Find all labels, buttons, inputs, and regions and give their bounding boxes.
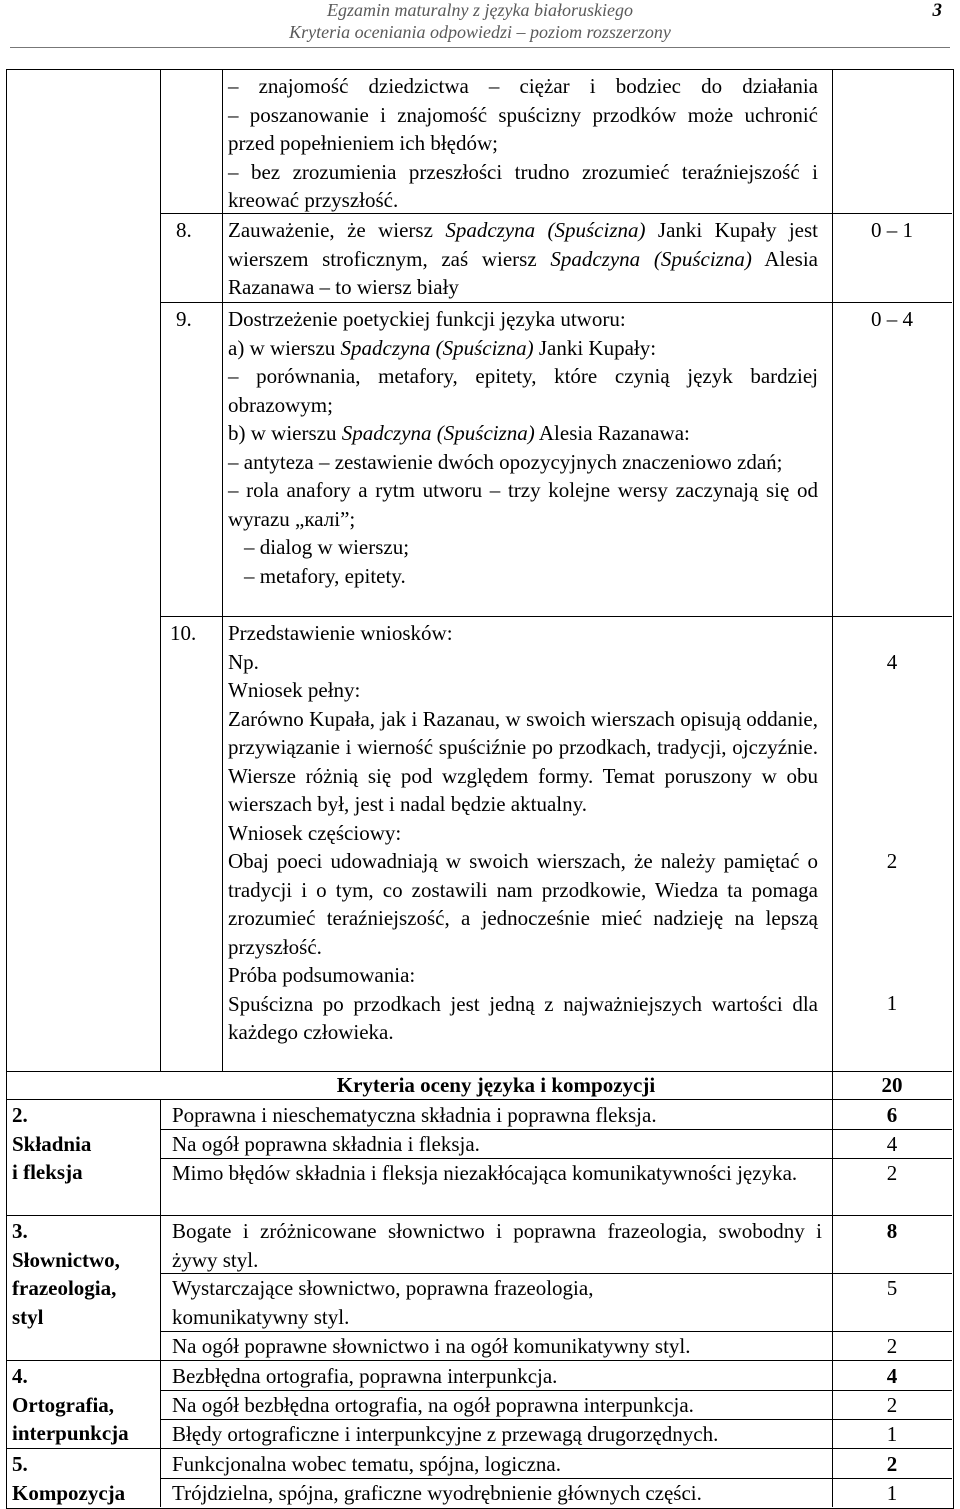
exam-title: Egzamin maturalny z języka białoruskiego: [327, 0, 633, 20]
item-9-score: 0 – 4: [871, 307, 913, 331]
row-score: 1: [886, 1481, 898, 1505]
criteria-total: 20: [881, 1073, 903, 1097]
group-ortografia: 4. Ortografia, interpunkcja: [12, 1364, 129, 1445]
item-9-text: Dostrzeżenie poetyckiej funkcji języka utworu: a) w wierszu Spadczyna (Spuścizna) Janki Kupały: – porównania, metafory, epitety, które czynią język bardziej obrazowym; b) w wierszu Spadczyna (Spuścizna) Alesia Razanawa: – antyteza – zestawienie dwóch opozycyjnych znaczeniowo zdań; – rola anafory a rytm utworu – trzy kolejne wersy zaczynają się od wyrazu „калі”; – dialog w wierszu; – metafory, epitety.: [228, 307, 818, 588]
row-score: 4: [886, 1364, 898, 1388]
row-text: Bezbłędna ortografia, poprawna interpunkcja.: [172, 1364, 558, 1388]
criteria-heading: Kryteria oceny języka i kompozycji: [336, 1073, 656, 1097]
row-text: Mimo błędów składnia i fleksja niezakłócająca komunikatywności języka.: [172, 1161, 798, 1185]
page-number: 3: [932, 0, 942, 21]
row-text: Trójdzielna, spójna, graficzne wyodrębnienie głównych części.: [172, 1481, 702, 1505]
item-8-score: 0 – 1: [871, 218, 913, 242]
group-kompozycja: 5. Kompozycja: [12, 1452, 126, 1505]
row-score: 2: [886, 1334, 898, 1358]
intro-line: – znajomość dziedzictwa – ciężar i bodziec do działania: [228, 74, 818, 98]
row-score: 2: [886, 1393, 898, 1417]
row-score: 6: [886, 1103, 898, 1127]
item-10-text: Przedstawienie wniosków: Np. Wniosek pełny: Zarówno Kupała, jak i Razanau, w swoich wierszach opisują oddanie, przywiązanie i wierność spuściźnie po przodkach, tradycji, ojczyźnie. Wiersze różnią się pod względem formy. Temat poruszony w obu wierszach był, jest i nadal będzie aktualny. Wniosek częściowy: Obaj poeci udowadniają w swoich wierszach, że należy pamiętać o tradycji i o tym, co zostawili nam przodkowie, Wiedza ta pomaga zrozumieć teraźniejszość, a jednocześnie mieć nadzieję na lepszą przyszłość. Próba podsumowania: Spuścizna po przodkach jest jedną z najważniejszych wartości dla każdego człowieka.: [228, 621, 818, 1044]
item-9-number: 9.: [176, 307, 192, 331]
item-8-number: 8.: [176, 218, 192, 242]
item-8-text: Zauważenie, że wiersz Spadczyna (Spuścizna) Janki Kupały jest wierszem stroficznym, zaś wiersz Spadczyna (Spuścizna) Alesia Razanawa – to wiersz biały: [228, 218, 818, 299]
row-score: 8: [886, 1219, 898, 1243]
row-text: Na ogół bezbłędna ortografia, na ogół poprawna interpunkcja.: [172, 1393, 694, 1417]
intro-block: [228, 72, 818, 215]
row-text: Bogate i zróżnicowane słownictwo i poprawna frazeologia, swobodny i żywy styl.: [172, 1219, 822, 1272]
row-score: 4: [886, 1132, 898, 1156]
row-score: 2: [886, 1161, 898, 1185]
row-text: Poprawna i nieschematyczna składnia i poprawna fleksja.: [172, 1103, 657, 1127]
page-header: [0, 0, 960, 48]
row-text: Wystarczające słownictwo, poprawna frazeologia, komunikatywny styl.: [172, 1276, 594, 1329]
row-text: Na ogół poprawna składnia i fleksja.: [172, 1132, 480, 1156]
row-text: Na ogół poprawne słownictwo i na ogół komunikatywny styl.: [172, 1334, 691, 1358]
group-skladnia: 2. Składnia i fleksja: [12, 1103, 92, 1184]
proba-score: 1: [886, 991, 898, 1015]
row-text: Błędy ortograficzne i interpunkcyjne z przewagą drugorzędnych.: [172, 1422, 719, 1446]
row-score: 5: [886, 1276, 898, 1300]
row-score: 2: [886, 1452, 898, 1476]
col-divider-1: [160, 69, 161, 1072]
exam-subtitle: Kryteria oceniania odpowiedzi – poziom rozszerzony: [289, 22, 671, 42]
item-10-number: 10.: [170, 621, 197, 645]
row-text: Funkcjonalna wobec tematu, spójna, logiczna.: [172, 1452, 561, 1476]
header-rule: [10, 47, 950, 48]
wniosek-czesciowy-score: 2: [886, 849, 898, 873]
col-divider-2: [222, 69, 223, 1072]
intro-line: – bez zrozumienia przeszłości trudno zrozumieć teraźniejszość i kreować przyszłość.: [228, 159, 818, 212]
row-score: 1: [886, 1422, 898, 1446]
intro-line: – poszanowanie i znajomość spuścizny przodków może uchronić przed popełnieniem ich błędów;: [228, 102, 818, 155]
wniosek-pelny-score: 4: [886, 650, 898, 674]
group-slownictwo: 3. Słownictwo, frazeologia, styl: [12, 1219, 120, 1329]
